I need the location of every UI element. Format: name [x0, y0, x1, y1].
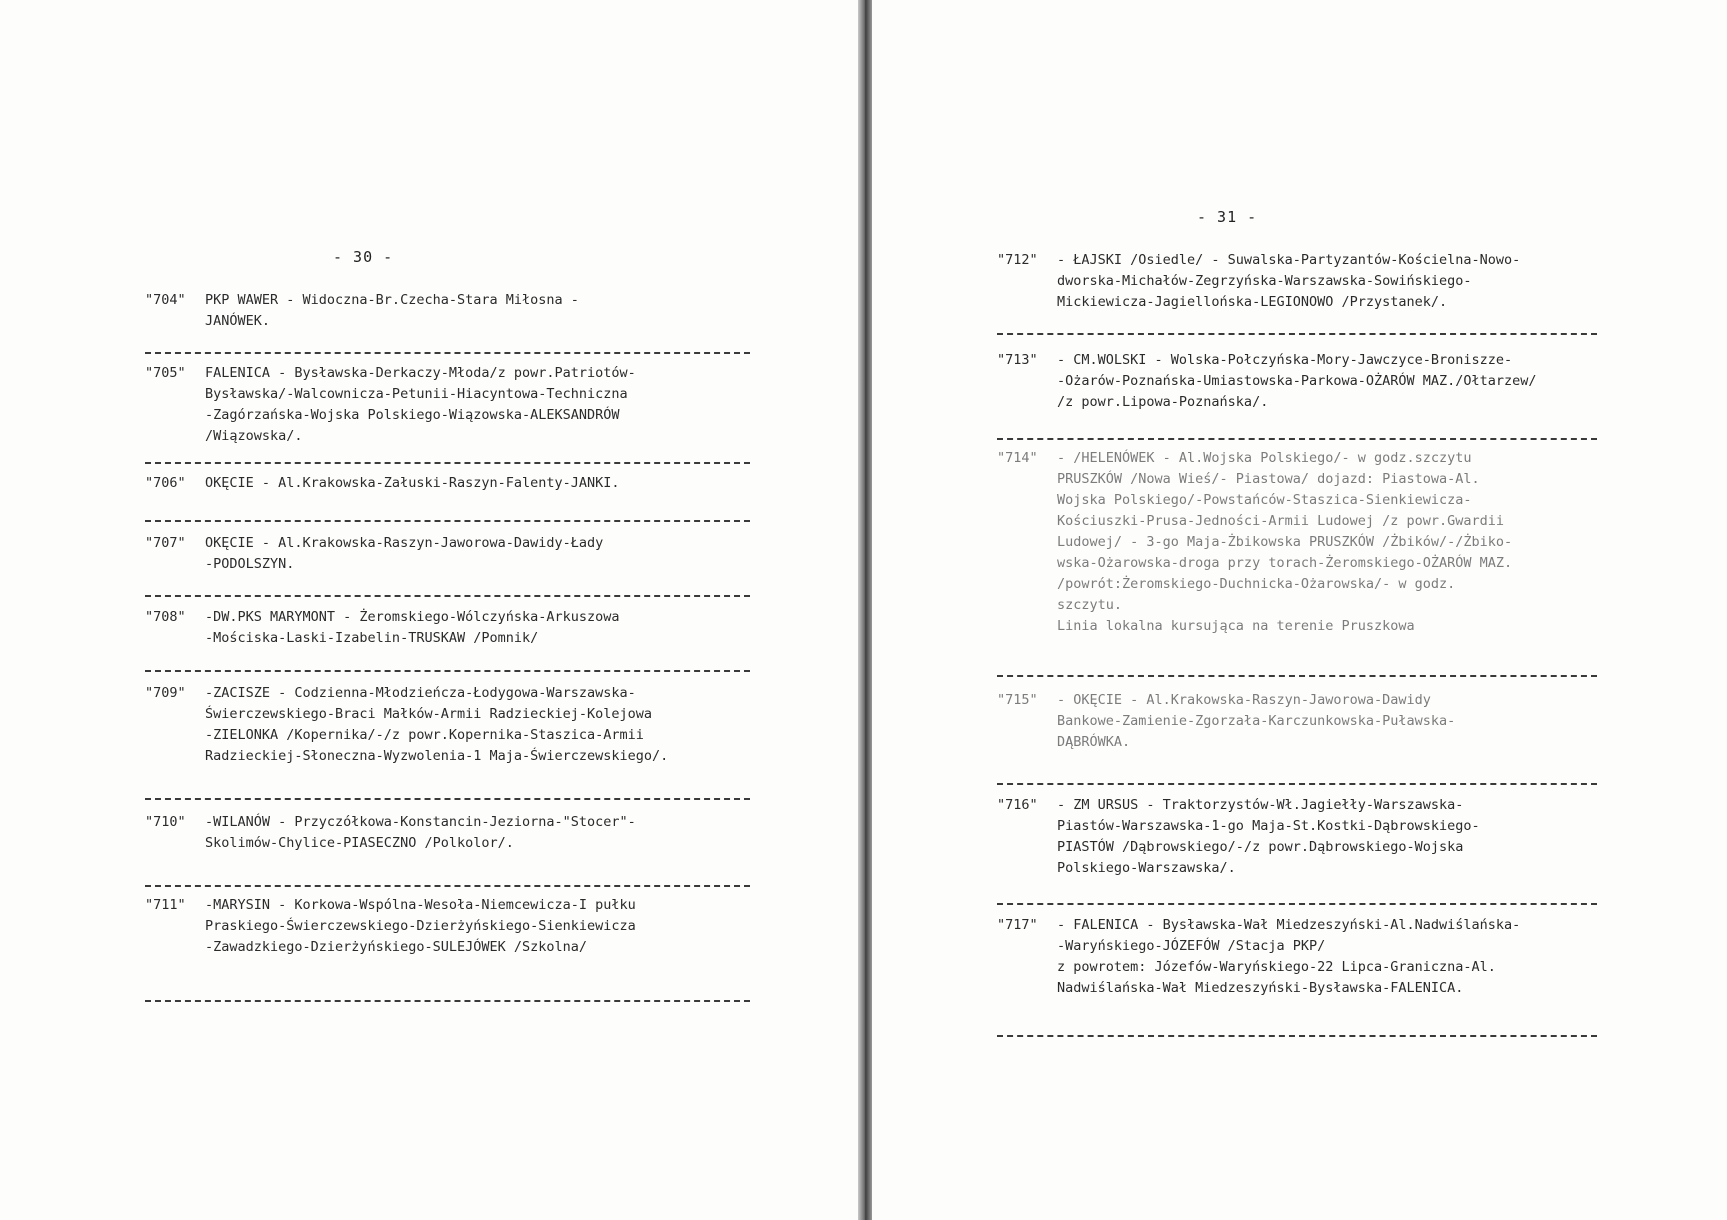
route-line: Świerczewskiego-Braci Małków-Armii Radzieckiej-Kolejowa: [205, 706, 653, 722]
route-line: PRUSZKÓW /Nowa Wieś/- Piastowa/ dojazd: Piastowa-Al.: [1057, 471, 1480, 487]
dashed-separator: [145, 352, 750, 354]
route-line: szczytu.: [1057, 597, 1123, 613]
route-code: "717": [997, 917, 1038, 933]
page-number: - 30 -: [333, 248, 394, 266]
route-line: -Zawadzkiego-Dzierżyńskiego-SULEJÓWEK /Szkolna/: [205, 939, 588, 955]
route-line: PIASTÓW /Dąbrowskiego/-/z powr.Dąbrowskiego-Wojska: [1057, 839, 1464, 855]
route-line: -PODOLSZYN.: [205, 556, 295, 572]
dashed-separator: [145, 520, 750, 522]
route-line: - OKĘCIE - Al.Krakowska-Raszyn-Jaworowa-Dawidy: [1057, 692, 1431, 708]
route-line: dworska-Michałów-Zegrzyńska-Warszawska-Sowińskiego-: [1057, 273, 1472, 289]
route-line: - ZM URSUS - Traktorzystów-Wł.Jagiełły-Warszawska-: [1057, 797, 1464, 813]
route-code: "705": [145, 365, 186, 381]
dashed-separator: [145, 595, 750, 597]
dashed-separator: [145, 462, 750, 464]
route-line: /z powr.Lipowa-Poznańska/.: [1057, 394, 1269, 410]
route-code: "714": [997, 450, 1038, 466]
route-line: Praskiego-Świerczewskiego-Dzierżyńskiego-Sienkiewicza: [205, 918, 636, 934]
route-code: "708": [145, 609, 186, 625]
route-code: "716": [997, 797, 1038, 813]
route-code: "715": [997, 692, 1038, 708]
dashed-separator: [997, 675, 1597, 677]
route-line: Piastów-Warszawska-1-go Maja-St.Kostki-Dąbrowskiego-: [1057, 818, 1480, 834]
route-line: -ZACISZE - Codzienna-Młodzieńcza-Łodygowa-Warszawska-: [205, 685, 636, 701]
route-code: "706": [145, 475, 186, 491]
page-right: [872, 0, 1727, 1220]
page-number: - 31 -: [1197, 208, 1258, 226]
route-line: Radzieckiej-Słoneczna-Wyzwolenia-1 Maja-Świerczewskiego/.: [205, 748, 669, 764]
route-line: JANÓWEK.: [205, 313, 271, 329]
dashed-separator: [997, 1035, 1597, 1037]
dashed-separator: [145, 1000, 750, 1002]
dashed-separator: [997, 783, 1597, 785]
route-line: Ludowej/ - 3-go Maja-Żbikowska PRUSZKÓW /Żbików/-/Żbiko-: [1057, 534, 1513, 550]
route-line: /powrót:Żeromskiego-Duchnicka-Ożarowska/- w godz.: [1057, 576, 1456, 592]
dashed-separator: [997, 438, 1597, 440]
route-line: Linia lokalna kursująca na terenie Pruszkowa: [1057, 618, 1415, 634]
route-line: - /HELENÓWEK - Al.Wojska Polskiego/- w godz.szczytu: [1057, 450, 1472, 466]
route-line: -WILANÓW - Przyczółkowa-Konstancin-Jeziorna-"Stocer"-: [205, 814, 636, 830]
dashed-separator: [997, 333, 1597, 335]
dashed-separator: [145, 798, 750, 800]
route-line: wska-Ożarowska-droga przy torach-Żeromskiego-OŻARÓW MAZ.: [1057, 555, 1513, 571]
route-code: "710": [145, 814, 186, 830]
route-line: Wojska Polskiego/-Powstańców-Staszica-Sienkiewicza-: [1057, 492, 1472, 508]
route-line: Skolimów-Chylice-PIASECZNO /Polkolor/.: [205, 835, 514, 851]
route-line: -MARYSIN - Korkowa-Wspólna-Wesoła-Niemcewicza-I pułku: [205, 897, 636, 913]
route-line: Polskiego-Warszawska/.: [1057, 860, 1236, 876]
route-line: Kościuszki-Prusa-Jedności-Armii Ludowej /z powr.Gwardii: [1057, 513, 1505, 529]
route-code: "704": [145, 292, 186, 308]
route-line: Bysławska/-Walcownicza-Petunii-Hiacyntowa-Techniczna: [205, 386, 628, 402]
route-line: -Mościska-Laski-Izabelin-TRUSKAW /Pomnik/: [205, 630, 539, 646]
route-line: /Wiązowska/.: [205, 428, 303, 444]
route-line: DĄBRÓWKA.: [1057, 734, 1131, 750]
dashed-separator: [145, 670, 750, 672]
route-code: "709": [145, 685, 186, 701]
route-line: -Zagórzańska-Wojska Polskiego-Wiązowska-ALEKSANDRÓW: [205, 407, 620, 423]
route-code: "711": [145, 897, 186, 913]
book-gutter: [858, 0, 872, 1220]
route-line: -ZIELONKA /Kopernika/-/z powr.Kopernika-Staszica-Armii: [205, 727, 644, 743]
route-line: Bankowe-Zamienie-Zgorzała-Karczunkowska-Puławska-: [1057, 713, 1456, 729]
dashed-separator: [997, 903, 1597, 905]
route-line: - ŁAJSKI /Osiedle/ - Suwalska-Partyzantów-Kościelna-Nowo-: [1057, 252, 1521, 268]
route-line: -Ożarów-Poznańska-Umiastowska-Parkowa-OŻARÓW MAZ./Ołtarzew/: [1057, 373, 1537, 389]
page-left: [0, 0, 862, 1220]
route-code: "713": [997, 352, 1038, 368]
route-line: -DW.PKS MARYMONT - Żeromskiego-Wólczyńska-Arkuszowa: [205, 609, 620, 625]
route-code: "712": [997, 252, 1038, 268]
route-line: - FALENICA - Bysławska-Wał Miedzeszyński-Al.Nadwiślańska-: [1057, 917, 1521, 933]
route-line: -Waryńskiego-JÓZEFÓW /Stacja PKP/: [1057, 938, 1326, 954]
route-line: Nadwiślańska-Wał Miedzeszyński-Bysławska-FALENICA.: [1057, 980, 1464, 996]
route-line: z powrotem: Józefów-Waryńskiego-22 Lipca-Graniczna-Al.: [1057, 959, 1496, 975]
dashed-separator: [145, 885, 750, 887]
route-line: OKĘCIE - Al.Krakowska-Załuski-Raszyn-Falenty-JANKI.: [205, 475, 620, 491]
route-line: FALENICA - Bysławska-Derkaczy-Młoda/z powr.Patriotów-: [205, 365, 636, 381]
route-line: PKP WAWER - Widoczna-Br.Czecha-Stara Miłosna -: [205, 292, 579, 308]
route-line: - CM.WOLSKI - Wolska-Połczyńska-Mory-Jawczyce-Broniszze-: [1057, 352, 1513, 368]
route-line: Mickiewicza-Jagiellońska-LEGIONOWO /Przystanek/.: [1057, 294, 1448, 310]
route-code: "707": [145, 535, 186, 551]
route-line: OKĘCIE - Al.Krakowska-Raszyn-Jaworowa-Dawidy-Łady: [205, 535, 604, 551]
